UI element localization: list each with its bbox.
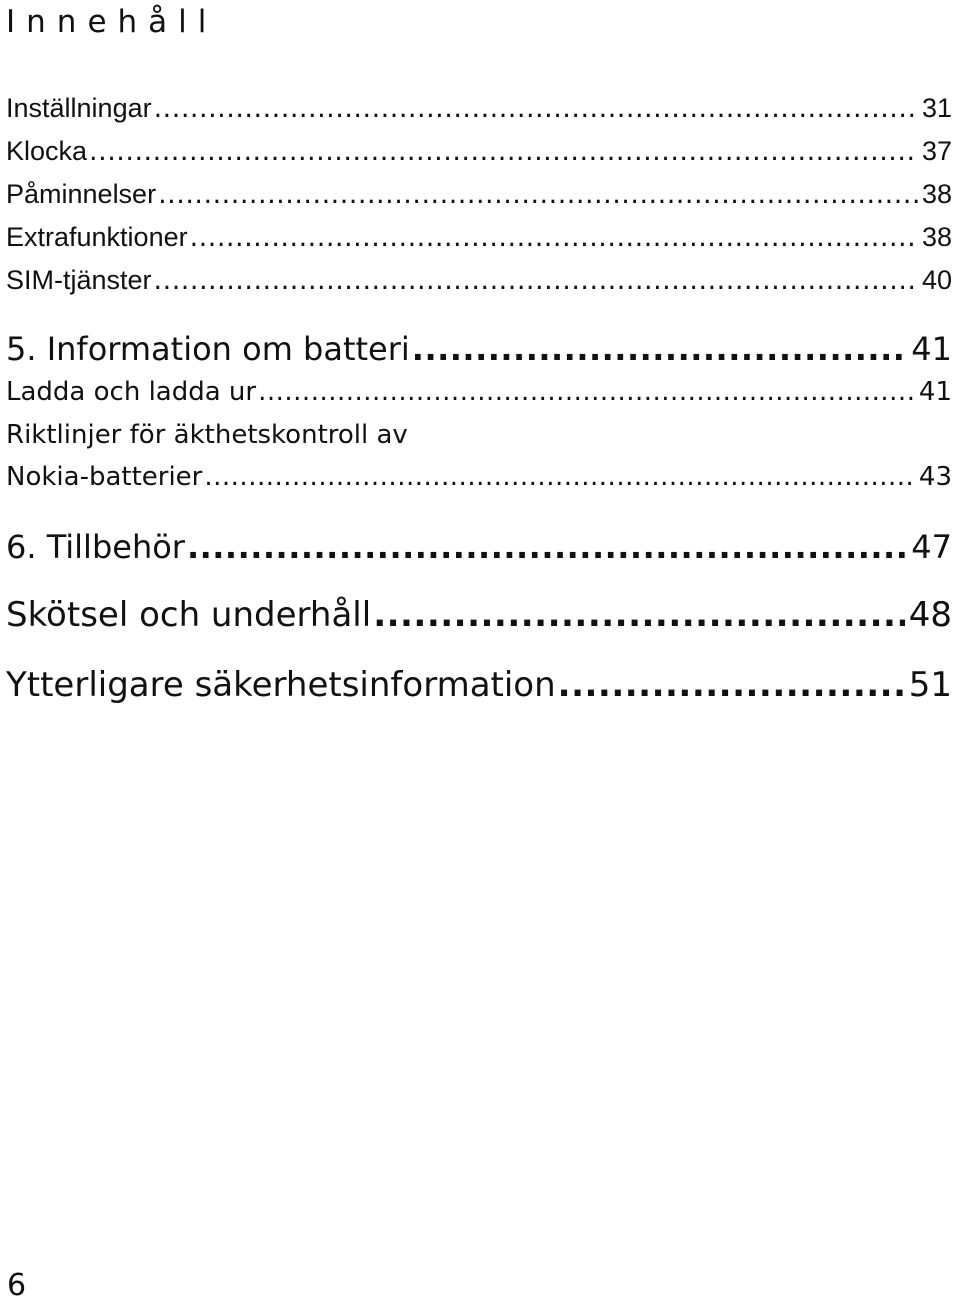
- toc-entry-sim-tjanster[interactable]: [6, 263, 952, 298]
- toc-entry-label: Påminnelser: [6, 179, 157, 209]
- dot-leader: [204, 460, 915, 494]
- toc-entry-page: 41: [911, 330, 952, 368]
- toc-chapter-tillbehor[interactable]: [6, 527, 952, 567]
- toc-entry-label-line1: Riktlinjer för äkthetskontroll av: [6, 420, 408, 450]
- toc-entry-label: 5. Information om batteri: [6, 330, 410, 368]
- toc-entry-page: 37: [921, 136, 952, 166]
- toc-entry-installningar[interactable]: [6, 91, 952, 126]
- toc-entry-page: 31: [921, 93, 952, 123]
- toc-entry-label: SIM-tjänster: [6, 265, 152, 295]
- toc-entry-label: Klocka: [6, 136, 88, 166]
- dot-leader: [558, 664, 905, 706]
- dot-leader: [89, 135, 918, 169]
- toc-entry-ladda-och-ladda-ur[interactable]: [6, 375, 952, 409]
- toc-entry-klocka[interactable]: [6, 134, 952, 169]
- dot-leader: [412, 329, 908, 369]
- toc-entry-label: Nokia-batterier: [6, 462, 203, 492]
- toc-entry-label: Skötsel och underhåll: [6, 595, 372, 635]
- toc-entry-page: 43: [918, 462, 952, 492]
- toc-entry-page: 47: [911, 528, 952, 566]
- dot-leader: [187, 527, 907, 567]
- toc-entry-label: Ytterligare säkerhetsinformation: [6, 665, 556, 705]
- page-title: Innehåll: [6, 4, 218, 40]
- toc-entry-page: 51: [908, 665, 952, 705]
- page-number: 6: [7, 1268, 27, 1303]
- toc-entry-page: 41: [918, 377, 952, 407]
- toc-chapter-ytterligare-sakerhetsinformation[interactable]: [6, 664, 952, 706]
- toc-entry-label: Inställningar: [6, 93, 152, 123]
- toc-entry-paminnelser[interactable]: [6, 177, 952, 212]
- toc-chapter-skotsel-och-underhall[interactable]: [6, 594, 952, 636]
- dot-leader: [154, 92, 918, 126]
- toc-entry-label: 6. Tillbehör: [6, 528, 185, 566]
- toc-entry-nokia-batterier[interactable]: [6, 460, 952, 494]
- dot-leader: [190, 221, 918, 255]
- toc-entry-label: Ladda och ladda ur: [6, 377, 257, 407]
- toc-entry-page: 48: [908, 595, 952, 635]
- toc-entry-label: Extrafunktioner: [6, 222, 188, 252]
- toc-entry-extrafunktioner[interactable]: [6, 220, 952, 255]
- dot-leader: [373, 594, 905, 636]
- dot-leader: [154, 264, 918, 298]
- toc-entry-page: 38: [921, 179, 952, 209]
- dot-leader: [158, 178, 918, 212]
- toc-entry-page: 38: [921, 222, 952, 252]
- toc-chapter-information-om-batteri[interactable]: [6, 329, 952, 369]
- dot-leader: [258, 375, 915, 409]
- toc-entry-page: 40: [921, 265, 952, 295]
